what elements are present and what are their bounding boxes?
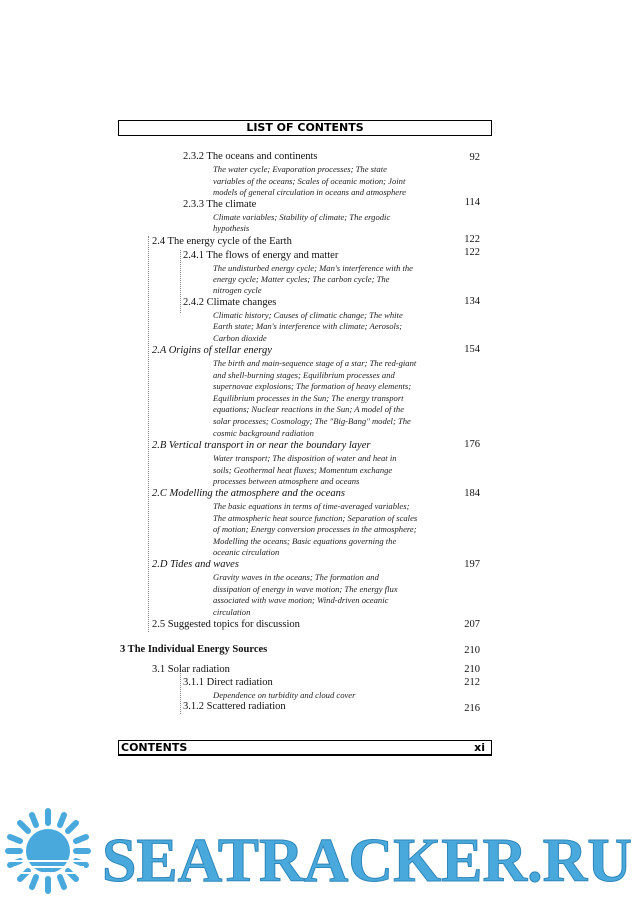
section-rule [148,236,149,632]
toc-entry-desc: associated with wave motion; Wind-driven oceanic [213,595,389,605]
toc-entry-desc: and shell-burning stages; Equilibrium processes and [213,370,395,380]
toc-entry-desc: equations; Nuclear reactions in the Sun; A model of the [213,404,405,414]
toc-entry-desc: supernovae explosions; The formation of heavy elements; [213,381,412,391]
toc-entry-page: 176 [464,439,480,450]
toc-entry-desc: soils; Geothermal heat fluxes; Momentum exchange [213,465,393,475]
toc-chapter-title: 3 The Individual Energy Sources [120,644,268,655]
toc-entry-page: 122 [464,234,480,245]
toc-entry-page: 154 [464,344,480,355]
toc-entry-title: 2.3.3 The climate [183,199,257,210]
toc-entry-desc: Equilibrium processes in the Sun; The energy transport [213,393,404,403]
toc-entry-title: 2.3.2 The oceans and continents [183,151,318,162]
toc-entry-title: 3.1.1 Direct radiation [183,677,273,688]
toc-entry-title: 2.C Modelling the atmosphere and the oceans [152,488,345,499]
toc-entry-desc: Climate variables; Stability of climate; The ergodic [213,212,391,222]
toc-entry-page: 216 [464,703,480,714]
toc-entry-desc: models of general circulation in oceans and atmosphere [213,187,406,197]
toc-entry-title: 2.4.1 The flows of energy and matter [183,250,339,261]
toc-entry-desc: nitrogen cycle [213,285,262,295]
toc-entry-page: 134 [464,296,480,307]
toc-entry-page: 210 [464,664,480,675]
toc-entry-title: 2.5 Suggested topics for discussion [152,619,300,630]
toc-entry-desc: The undisturbed energy cycle; Man's interference with the [213,263,413,273]
toc-entry-desc: processes between atmosphere and oceans [213,476,360,486]
footer-label: CONTENTS [121,741,188,754]
toc-entry-desc: Gravity waves in the oceans; The formation and [213,572,379,582]
toc-entry-page: 122 [464,247,480,258]
toc-entry-desc: hypothesis [213,223,250,233]
toc-entry-page: 92 [469,152,480,163]
toc-entry-desc: oceanic circulation [213,547,280,557]
toc-entry-page: 114 [464,197,480,208]
toc-entry-desc: variables of the oceans; Scales of oceanic motion; Joint [213,176,406,186]
page-footer [118,740,492,756]
toc-entry-desc: dissipation of energy in wave motion; The energy flux [213,584,398,594]
toc-entry-desc: solar processes; Cosmology; The "Big-Bang" model; The [213,416,411,426]
toc-entry-desc: Earth state; Man's interference with climate; Aerosols; [213,321,403,331]
toc-entry-desc: circulation [213,607,251,617]
toc-entry-page: 184 [464,488,480,499]
toc-entry-title: 2.4 The energy cycle of the Earth [152,236,292,247]
toc-entry-title: 2.D Tides and waves [152,559,239,570]
toc-entry-page: 210 [464,645,480,656]
toc-entry-desc: of motion; Energy conversion processes in the atmosphere; [213,524,417,534]
toc-entry-desc: The water cycle; Evaporation processes; The state [213,164,387,174]
toc-entry-title: 2.4.2 Climate changes [183,297,277,308]
toc-entry-title: 3.1.2 Scattered radiation [183,701,286,712]
toc-entry-desc: The basic equations in terms of time-averaged variables; [213,501,410,511]
toc-entry-desc: energy cycle; Matter cycles; The carbon cycle; The [213,274,390,284]
page-title: LIST OF CONTENTS [118,120,492,136]
toc-entry-desc: The atmospheric heat source function; Separation of scales [213,513,418,523]
toc-entry-desc: Dependence on turbidity and cloud cover [213,690,356,700]
toc-entry-page: 207 [464,619,480,630]
toc-entry-title: 3.1 Solar radiation [152,664,230,675]
watermark-text: SEATRACKER.RU [102,827,632,895]
toc-entry-desc: Modelling the oceans; Basic equations governing the [213,536,397,546]
section-rule [180,250,181,313]
sun-logo-icon [8,811,88,891]
toc-entry-page: 212 [464,677,480,688]
toc-entry-desc: Water transport; The disposition of water and heat in [213,453,397,463]
toc-entry-desc: Climatic history; Causes of climatic change; The white [213,310,403,320]
watermark [0,805,641,909]
toc-entry-page: 197 [464,559,480,570]
footer-page-number: xi [474,741,485,754]
toc-entry-title: 2.A Origins of stellar energy [152,345,272,356]
toc-entry-desc: cosmic background radiation [213,428,314,438]
toc-entry-desc: The birth and main-sequence stage of a star; The red-giant [213,358,417,368]
toc-entry-title: 2.B Vertical transport in or near the boundary layer [152,440,371,451]
toc-entry-desc: Carbon dioxide [213,333,267,343]
